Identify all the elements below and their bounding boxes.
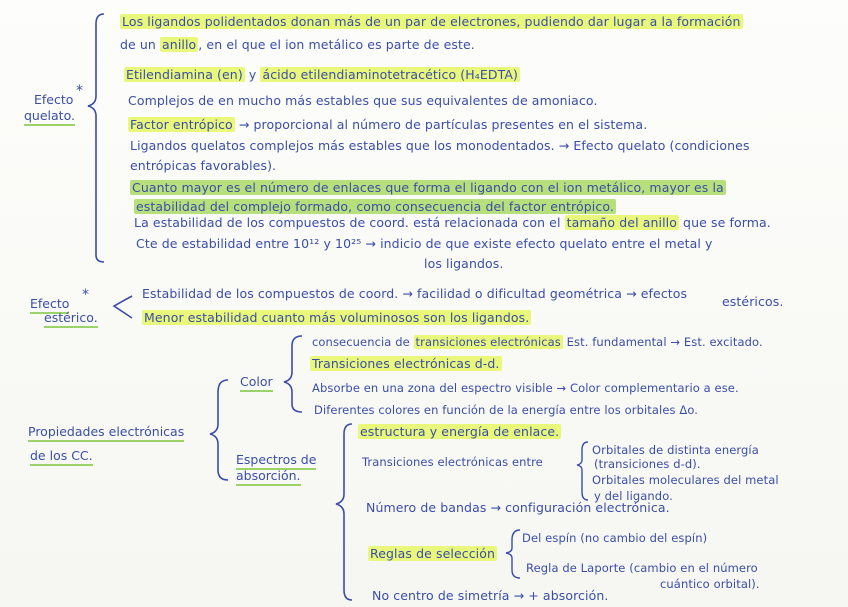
note-text: tamaño del anillo xyxy=(566,215,677,230)
note-line: cuántico orbital). xyxy=(660,577,760,591)
note-line: estéricos. xyxy=(722,294,784,309)
note-line: Regla de Laporte (cambio en el número xyxy=(526,561,758,575)
note-text: Transiciones electrónicas d-d. xyxy=(312,356,500,371)
note-text: consecuencia de xyxy=(312,335,414,349)
note-text: estructura y energía de enlace. xyxy=(360,424,560,439)
note-text: y xyxy=(244,67,261,82)
note-text: Los ligandos polidentados donan más de un par de electrones, pudiendo dar lugar a la formación xyxy=(122,14,741,29)
note-line xyxy=(358,424,561,440)
note-line xyxy=(310,356,502,372)
note-line: Del espín (no cambio del espín) xyxy=(522,531,708,545)
heading-efecto-quelato-2: quelato. xyxy=(24,108,75,126)
note-line: Orbitales moleculares del metal xyxy=(592,473,779,487)
note-text: ácido etilendiaminotetracético (H₄EDTA) xyxy=(262,67,518,82)
note-text: La estabilidad de los compuestos de coord. está relacionada con el xyxy=(134,215,565,230)
heading-propiedades-1: Propiedades electrónicas xyxy=(28,424,184,442)
note-line xyxy=(142,310,531,326)
heading-espectros-1: Espectros de xyxy=(236,452,316,470)
note-text: , en el que el ion metálico es parte de este. xyxy=(198,37,475,52)
note-line: entrópicas favorables). xyxy=(130,158,277,173)
asterisk-icon: * xyxy=(82,287,89,303)
note-text: Factor entrópico xyxy=(130,117,233,132)
heading-efecto-esterico-2: estérico. xyxy=(44,310,98,328)
note-text: de un xyxy=(120,37,161,52)
heading-efecto-quelato-1: Efecto xyxy=(34,92,74,107)
heading-espectros-2: absorción. xyxy=(236,468,301,486)
note-line: Absorbe en una zona del espectro visible → Color complementario a ese. xyxy=(312,381,739,395)
heading-propiedades-2: de los CC. xyxy=(30,448,93,466)
note-line xyxy=(134,215,771,231)
note-text: anillo xyxy=(162,37,197,52)
note-line xyxy=(120,37,475,53)
note-line xyxy=(120,14,743,30)
note-line: Número de bandas → configuración electrónica. xyxy=(366,500,670,515)
note-line: Complejos de en mucho más estables que sus equivalentes de amoniaco. xyxy=(128,93,598,108)
note-line: No centro de simetría → + absorción. xyxy=(372,588,609,603)
note-line: los ligandos. xyxy=(424,256,504,271)
note-line: Estabilidad de los compuestos de coord. → facilidad o dificultad geométrica → efectos xyxy=(142,286,688,301)
note-text: que se forma. xyxy=(678,215,771,230)
note-line: Cte de estabilidad entre 10¹² y 10²⁵ → indicio de que existe efecto quelato entre el metal y xyxy=(136,236,713,251)
note-line: Transiciones electrónicas entre xyxy=(362,455,543,469)
note-text: Menor estabilidad cuanto más voluminosos son los ligandos. xyxy=(144,310,530,325)
note-line: Ligandos quelatos complejos más estables que los monodentados. → Efecto quelato (condiciones xyxy=(130,138,750,153)
note-text: transiciones electrónicas xyxy=(415,335,561,349)
note-text: Est. fundamental → Est. excitado. xyxy=(562,335,763,349)
note-text: Cuanto mayor es el número de enlaces que forma el ligando con el ion metálico, mayor es la xyxy=(132,180,724,195)
note-line xyxy=(312,334,763,350)
note-text: → proporcional al número de partículas presentes en el sistema. xyxy=(234,117,648,132)
note-line xyxy=(134,199,616,215)
note-line: Diferentes colores en función de la energía entre los orbitales Δo. xyxy=(314,403,699,417)
note-text: estabilidad del complejo formado, como consecuencia del factor entrópico. xyxy=(136,199,614,214)
heading-color: Color xyxy=(240,374,273,392)
note-line: Orbitales de distinta energía xyxy=(592,443,759,457)
note-line xyxy=(130,180,726,196)
note-line xyxy=(128,117,647,133)
note-text: Etilendiamina (en) xyxy=(126,67,243,82)
note-line: (transiciones d-d). xyxy=(594,457,701,471)
heading-efecto-esterico-1: Efecto xyxy=(30,296,69,314)
note-line xyxy=(124,67,520,83)
note-text: Reglas de selección xyxy=(370,546,496,561)
asterisk-icon: * xyxy=(76,83,83,99)
note-line xyxy=(368,546,497,562)
note-line: y del ligando. xyxy=(594,489,673,503)
